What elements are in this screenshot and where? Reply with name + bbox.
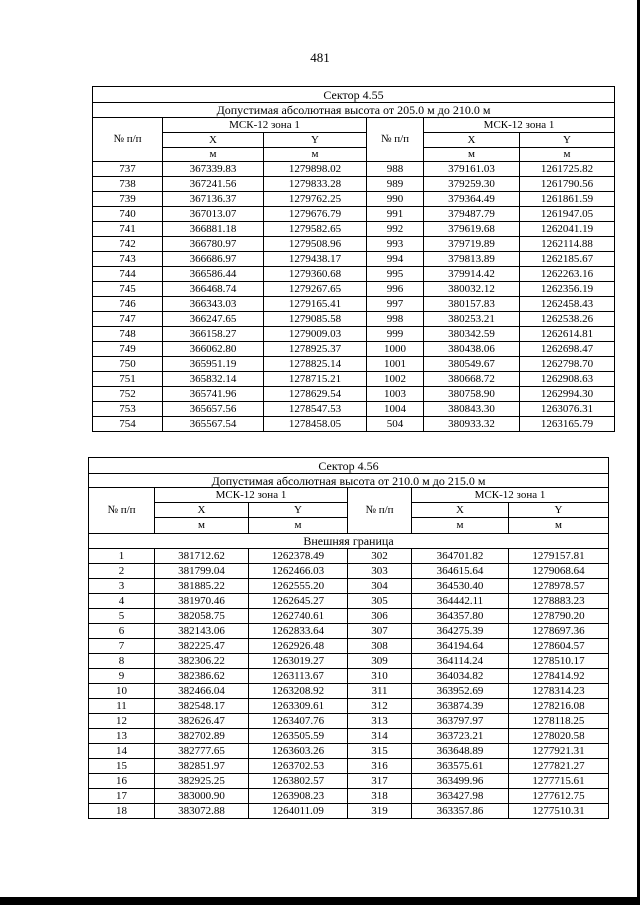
- x-coordinate: 363874.39: [412, 699, 509, 714]
- x-coordinate: 382626.47: [155, 714, 249, 729]
- point-number: 738: [93, 177, 163, 192]
- y-coordinate: 1279085.58: [264, 312, 367, 327]
- table-row: [89, 564, 609, 579]
- x-coordinate: 382386.62: [155, 669, 249, 684]
- sector-4-56-table: [88, 457, 609, 819]
- y-coordinate: 1277612.75: [509, 789, 609, 804]
- table-row: [93, 162, 615, 177]
- point-number: 504: [367, 417, 424, 432]
- table-row: [93, 267, 615, 282]
- point-number: 1002: [367, 372, 424, 387]
- y-coordinate: 1262378.49: [249, 549, 348, 564]
- point-number: 993: [367, 237, 424, 252]
- table-row: [89, 609, 609, 624]
- col-header-y: Y: [249, 503, 348, 518]
- point-number: 751: [93, 372, 163, 387]
- y-coordinate: 1262614.81: [520, 327, 615, 342]
- x-coordinate: 364530.40: [412, 579, 509, 594]
- x-coordinate: 366062.80: [163, 342, 264, 357]
- y-coordinate: 1263165.79: [520, 417, 615, 432]
- y-coordinate: 1261725.82: [520, 162, 615, 177]
- y-coordinate: 1262185.67: [520, 252, 615, 267]
- table-row: [93, 342, 615, 357]
- table-row: [93, 357, 615, 372]
- table-row: [89, 579, 609, 594]
- unit-label: м: [155, 518, 249, 534]
- table-row: [89, 789, 609, 804]
- x-coordinate: 365832.14: [163, 372, 264, 387]
- y-coordinate: 1278414.92: [509, 669, 609, 684]
- point-number: 745: [93, 282, 163, 297]
- boundary-subtitle: Внешняя граница: [89, 534, 609, 549]
- point-number: 8: [89, 654, 155, 669]
- point-number: 1004: [367, 402, 424, 417]
- page-number: 481: [310, 50, 330, 65]
- x-coordinate: 364442.11: [412, 594, 509, 609]
- y-coordinate: 1278020.58: [509, 729, 609, 744]
- table-row: [89, 669, 609, 684]
- x-coordinate: 380758.90: [424, 387, 520, 402]
- y-coordinate: 1278314.23: [509, 684, 609, 699]
- x-coordinate: 382925.25: [155, 774, 249, 789]
- table-row: [93, 252, 615, 267]
- point-number: 739: [93, 192, 163, 207]
- point-number: 315: [348, 744, 412, 759]
- y-coordinate: 1262466.03: [249, 564, 348, 579]
- x-coordinate: 379914.42: [424, 267, 520, 282]
- table-row: [93, 312, 615, 327]
- x-coordinate: 363575.61: [412, 759, 509, 774]
- point-number: 752: [93, 387, 163, 402]
- table-row: [89, 639, 609, 654]
- point-number: 18: [89, 804, 155, 819]
- y-coordinate: 1277715.61: [509, 774, 609, 789]
- x-coordinate: 381799.04: [155, 564, 249, 579]
- point-number: 4: [89, 594, 155, 609]
- y-coordinate: 1279582.65: [264, 222, 367, 237]
- x-coordinate: 381712.62: [155, 549, 249, 564]
- point-number: 989: [367, 177, 424, 192]
- col-header-num: № п/п: [348, 488, 412, 534]
- col-header-y: Y: [509, 503, 609, 518]
- y-coordinate: 1278697.36: [509, 624, 609, 639]
- x-coordinate: 363797.97: [412, 714, 509, 729]
- x-coordinate: 363648.89: [412, 744, 509, 759]
- y-coordinate: 1262908.63: [520, 372, 615, 387]
- y-coordinate: 1263113.67: [249, 669, 348, 684]
- point-number: 9: [89, 669, 155, 684]
- x-coordinate: 380843.30: [424, 402, 520, 417]
- table-row: [89, 684, 609, 699]
- point-number: 316: [348, 759, 412, 774]
- y-coordinate: 1262740.61: [249, 609, 348, 624]
- point-number: 995: [367, 267, 424, 282]
- point-number: 999: [367, 327, 424, 342]
- y-coordinate: 1262798.70: [520, 357, 615, 372]
- x-coordinate: 367136.37: [163, 192, 264, 207]
- scan-edge-bottom: [0, 897, 640, 905]
- table-row: [93, 207, 615, 222]
- table-row: [93, 237, 615, 252]
- col-header-y: Y: [520, 133, 615, 148]
- unit-label: м: [509, 518, 609, 534]
- x-coordinate: 363357.86: [412, 804, 509, 819]
- y-coordinate: 1278547.53: [264, 402, 367, 417]
- y-coordinate: 1262041.19: [520, 222, 615, 237]
- y-coordinate: 1262263.16: [520, 267, 615, 282]
- x-coordinate: 380342.59: [424, 327, 520, 342]
- point-number: 12: [89, 714, 155, 729]
- table-row: [89, 699, 609, 714]
- point-number: 313: [348, 714, 412, 729]
- point-number: 988: [367, 162, 424, 177]
- point-number: 2: [89, 564, 155, 579]
- y-coordinate: 1262356.19: [520, 282, 615, 297]
- y-coordinate: 1278883.23: [509, 594, 609, 609]
- point-number: 7: [89, 639, 155, 654]
- x-coordinate: 366158.27: [163, 327, 264, 342]
- point-number: 737: [93, 162, 163, 177]
- col-header-zone: МСК-12 зона 1: [163, 118, 367, 133]
- x-coordinate: 363723.21: [412, 729, 509, 744]
- table-row: [89, 594, 609, 609]
- sector-title: Сектор 4.55: [93, 87, 615, 103]
- x-coordinate: 379813.89: [424, 252, 520, 267]
- x-coordinate: 379619.68: [424, 222, 520, 237]
- point-number: 992: [367, 222, 424, 237]
- x-coordinate: 381885.22: [155, 579, 249, 594]
- unit-label: м: [163, 148, 264, 162]
- x-coordinate: 380549.67: [424, 357, 520, 372]
- y-coordinate: 1278790.20: [509, 609, 609, 624]
- table-row: [89, 624, 609, 639]
- x-coordinate: 379161.03: [424, 162, 520, 177]
- table-row: [93, 417, 615, 432]
- y-coordinate: 1279360.68: [264, 267, 367, 282]
- point-number: 1003: [367, 387, 424, 402]
- table-row: [89, 744, 609, 759]
- table-row: [93, 177, 615, 192]
- y-coordinate: 1279165.41: [264, 297, 367, 312]
- y-coordinate: 1262538.26: [520, 312, 615, 327]
- point-number: 750: [93, 357, 163, 372]
- table-row: [93, 327, 615, 342]
- point-number: 17: [89, 789, 155, 804]
- sector-4-55-table: [92, 86, 615, 432]
- x-coordinate: 364114.24: [412, 654, 509, 669]
- point-number: 305: [348, 594, 412, 609]
- y-coordinate: 1278978.57: [509, 579, 609, 594]
- y-coordinate: 1262833.64: [249, 624, 348, 639]
- y-coordinate: 1263603.26: [249, 744, 348, 759]
- point-number: 310: [348, 669, 412, 684]
- y-coordinate: 1278629.54: [264, 387, 367, 402]
- table-body: [89, 458, 609, 819]
- x-coordinate: 366343.03: [163, 297, 264, 312]
- x-coordinate: 366468.74: [163, 282, 264, 297]
- x-coordinate: 366881.18: [163, 222, 264, 237]
- y-coordinate: 1278825.14: [264, 357, 367, 372]
- y-coordinate: 1279898.02: [264, 162, 367, 177]
- point-number: 6: [89, 624, 155, 639]
- table-row: [93, 192, 615, 207]
- col-header-num: № п/п: [367, 118, 424, 162]
- x-coordinate: 383000.90: [155, 789, 249, 804]
- point-number: 318: [348, 789, 412, 804]
- col-header-num: № п/п: [93, 118, 163, 162]
- y-coordinate: 1279833.28: [264, 177, 367, 192]
- y-coordinate: 1263309.61: [249, 699, 348, 714]
- y-coordinate: 1263019.27: [249, 654, 348, 669]
- x-coordinate: 380253.21: [424, 312, 520, 327]
- x-coordinate: 382143.06: [155, 624, 249, 639]
- altitude-range: Допустимая абсолютная высота от 205.0 м до 210.0 м: [93, 103, 615, 118]
- x-coordinate: 364275.39: [412, 624, 509, 639]
- table-row: [93, 222, 615, 237]
- point-number: 997: [367, 297, 424, 312]
- point-number: 303: [348, 564, 412, 579]
- y-coordinate: 1277821.27: [509, 759, 609, 774]
- x-coordinate: 365657.56: [163, 402, 264, 417]
- y-coordinate: 1279508.96: [264, 237, 367, 252]
- x-coordinate: 366686.97: [163, 252, 264, 267]
- x-coordinate: 364034.82: [412, 669, 509, 684]
- table-row: [89, 654, 609, 669]
- point-number: 16: [89, 774, 155, 789]
- point-number: 744: [93, 267, 163, 282]
- table-row: [89, 729, 609, 744]
- y-coordinate: 1262926.48: [249, 639, 348, 654]
- table-row: [93, 282, 615, 297]
- y-coordinate: 1262458.43: [520, 297, 615, 312]
- point-number: 13: [89, 729, 155, 744]
- sector-title: Сектор 4.56: [89, 458, 609, 474]
- point-number: 5: [89, 609, 155, 624]
- point-number: 312: [348, 699, 412, 714]
- y-coordinate: 1277921.31: [509, 744, 609, 759]
- y-coordinate: 1279438.17: [264, 252, 367, 267]
- point-number: 14: [89, 744, 155, 759]
- x-coordinate: 382306.22: [155, 654, 249, 669]
- x-coordinate: 379364.49: [424, 192, 520, 207]
- point-number: 306: [348, 609, 412, 624]
- x-coordinate: 365951.19: [163, 357, 264, 372]
- col-header-zone: МСК-12 зона 1: [424, 118, 615, 133]
- col-header-zone: МСК-12 зона 1: [412, 488, 609, 503]
- x-coordinate: 379719.89: [424, 237, 520, 252]
- unit-label: м: [520, 148, 615, 162]
- point-number: 304: [348, 579, 412, 594]
- x-coordinate: 366247.65: [163, 312, 264, 327]
- point-number: 994: [367, 252, 424, 267]
- y-coordinate: 1261861.59: [520, 192, 615, 207]
- table-row: [89, 759, 609, 774]
- table-row: [93, 402, 615, 417]
- y-coordinate: 1278925.37: [264, 342, 367, 357]
- x-coordinate: 364357.80: [412, 609, 509, 624]
- point-number: 319: [348, 804, 412, 819]
- x-coordinate: 366780.97: [163, 237, 264, 252]
- table-row: [93, 372, 615, 387]
- point-number: 10: [89, 684, 155, 699]
- table-body: [93, 87, 615, 432]
- y-coordinate: 1279762.25: [264, 192, 367, 207]
- y-coordinate: 1263802.57: [249, 774, 348, 789]
- point-number: 740: [93, 207, 163, 222]
- x-coordinate: 383072.88: [155, 804, 249, 819]
- y-coordinate: 1264011.09: [249, 804, 348, 819]
- col-header-x: X: [155, 503, 249, 518]
- x-coordinate: 363499.96: [412, 774, 509, 789]
- x-coordinate: 367241.56: [163, 177, 264, 192]
- point-number: 314: [348, 729, 412, 744]
- unit-label: м: [424, 148, 520, 162]
- unit-label: м: [412, 518, 509, 534]
- col-header-num: № п/п: [89, 488, 155, 534]
- point-number: 991: [367, 207, 424, 222]
- table-row: [89, 714, 609, 729]
- col-header-zone: МСК-12 зона 1: [155, 488, 348, 503]
- y-coordinate: 1263076.31: [520, 402, 615, 417]
- x-coordinate: 365567.54: [163, 417, 264, 432]
- point-number: 15: [89, 759, 155, 774]
- y-coordinate: 1263908.23: [249, 789, 348, 804]
- y-coordinate: 1263407.76: [249, 714, 348, 729]
- col-header-x: X: [163, 133, 264, 148]
- x-coordinate: 380032.12: [424, 282, 520, 297]
- x-coordinate: 364701.82: [412, 549, 509, 564]
- unit-label: м: [249, 518, 348, 534]
- x-coordinate: 379487.79: [424, 207, 520, 222]
- point-number: 11: [89, 699, 155, 714]
- y-coordinate: 1279068.64: [509, 564, 609, 579]
- x-coordinate: 364194.64: [412, 639, 509, 654]
- y-coordinate: 1262698.47: [520, 342, 615, 357]
- x-coordinate: 382777.65: [155, 744, 249, 759]
- y-coordinate: 1278118.25: [509, 714, 609, 729]
- y-coordinate: 1278715.21: [264, 372, 367, 387]
- point-number: 753: [93, 402, 163, 417]
- point-number: 743: [93, 252, 163, 267]
- x-coordinate: 380157.83: [424, 297, 520, 312]
- point-number: 741: [93, 222, 163, 237]
- x-coordinate: 382548.17: [155, 699, 249, 714]
- y-coordinate: 1262994.30: [520, 387, 615, 402]
- y-coordinate: 1262555.20: [249, 579, 348, 594]
- y-coordinate: 1263505.59: [249, 729, 348, 744]
- y-coordinate: 1279009.03: [264, 327, 367, 342]
- point-number: 311: [348, 684, 412, 699]
- x-coordinate: 380438.06: [424, 342, 520, 357]
- y-coordinate: 1262645.27: [249, 594, 348, 609]
- point-number: 747: [93, 312, 163, 327]
- y-coordinate: 1261947.05: [520, 207, 615, 222]
- point-number: 998: [367, 312, 424, 327]
- y-coordinate: 1278216.08: [509, 699, 609, 714]
- y-coordinate: 1278458.05: [264, 417, 367, 432]
- x-coordinate: 364615.64: [412, 564, 509, 579]
- point-number: 990: [367, 192, 424, 207]
- y-coordinate: 1279676.79: [264, 207, 367, 222]
- table-row: [93, 297, 615, 312]
- y-coordinate: 1279267.65: [264, 282, 367, 297]
- y-coordinate: 1279157.81: [509, 549, 609, 564]
- y-coordinate: 1278510.17: [509, 654, 609, 669]
- point-number: 307: [348, 624, 412, 639]
- x-coordinate: 381970.46: [155, 594, 249, 609]
- x-coordinate: 379259.30: [424, 177, 520, 192]
- col-header-x: X: [412, 503, 509, 518]
- point-number: 749: [93, 342, 163, 357]
- table-row: [93, 387, 615, 402]
- point-number: 302: [348, 549, 412, 564]
- x-coordinate: 382466.04: [155, 684, 249, 699]
- x-coordinate: 366586.44: [163, 267, 264, 282]
- x-coordinate: 367339.83: [163, 162, 264, 177]
- altitude-range: Допустимая абсолютная высота от 210.0 м до 215.0 м: [89, 474, 609, 488]
- y-coordinate: 1262114.88: [520, 237, 615, 252]
- y-coordinate: 1278604.57: [509, 639, 609, 654]
- table-row: [89, 804, 609, 819]
- point-number: 1001: [367, 357, 424, 372]
- point-number: 309: [348, 654, 412, 669]
- point-number: 746: [93, 297, 163, 312]
- point-number: 742: [93, 237, 163, 252]
- x-coordinate: 363427.98: [412, 789, 509, 804]
- y-coordinate: 1263702.53: [249, 759, 348, 774]
- point-number: 754: [93, 417, 163, 432]
- x-coordinate: 382225.47: [155, 639, 249, 654]
- x-coordinate: 382851.97: [155, 759, 249, 774]
- x-coordinate: 382702.89: [155, 729, 249, 744]
- x-coordinate: 363952.69: [412, 684, 509, 699]
- y-coordinate: 1277510.31: [509, 804, 609, 819]
- col-header-y: Y: [264, 133, 367, 148]
- unit-label: м: [264, 148, 367, 162]
- x-coordinate: 380933.32: [424, 417, 520, 432]
- point-number: 1: [89, 549, 155, 564]
- x-coordinate: 382058.75: [155, 609, 249, 624]
- point-number: 996: [367, 282, 424, 297]
- point-number: 317: [348, 774, 412, 789]
- y-coordinate: 1261790.56: [520, 177, 615, 192]
- point-number: 1000: [367, 342, 424, 357]
- x-coordinate: 365741.96: [163, 387, 264, 402]
- y-coordinate: 1263208.92: [249, 684, 348, 699]
- x-coordinate: 367013.07: [163, 207, 264, 222]
- point-number: 308: [348, 639, 412, 654]
- table-row: [89, 774, 609, 789]
- point-number: 3: [89, 579, 155, 594]
- x-coordinate: 380668.72: [424, 372, 520, 387]
- table-row: [89, 549, 609, 564]
- col-header-x: X: [424, 133, 520, 148]
- point-number: 748: [93, 327, 163, 342]
